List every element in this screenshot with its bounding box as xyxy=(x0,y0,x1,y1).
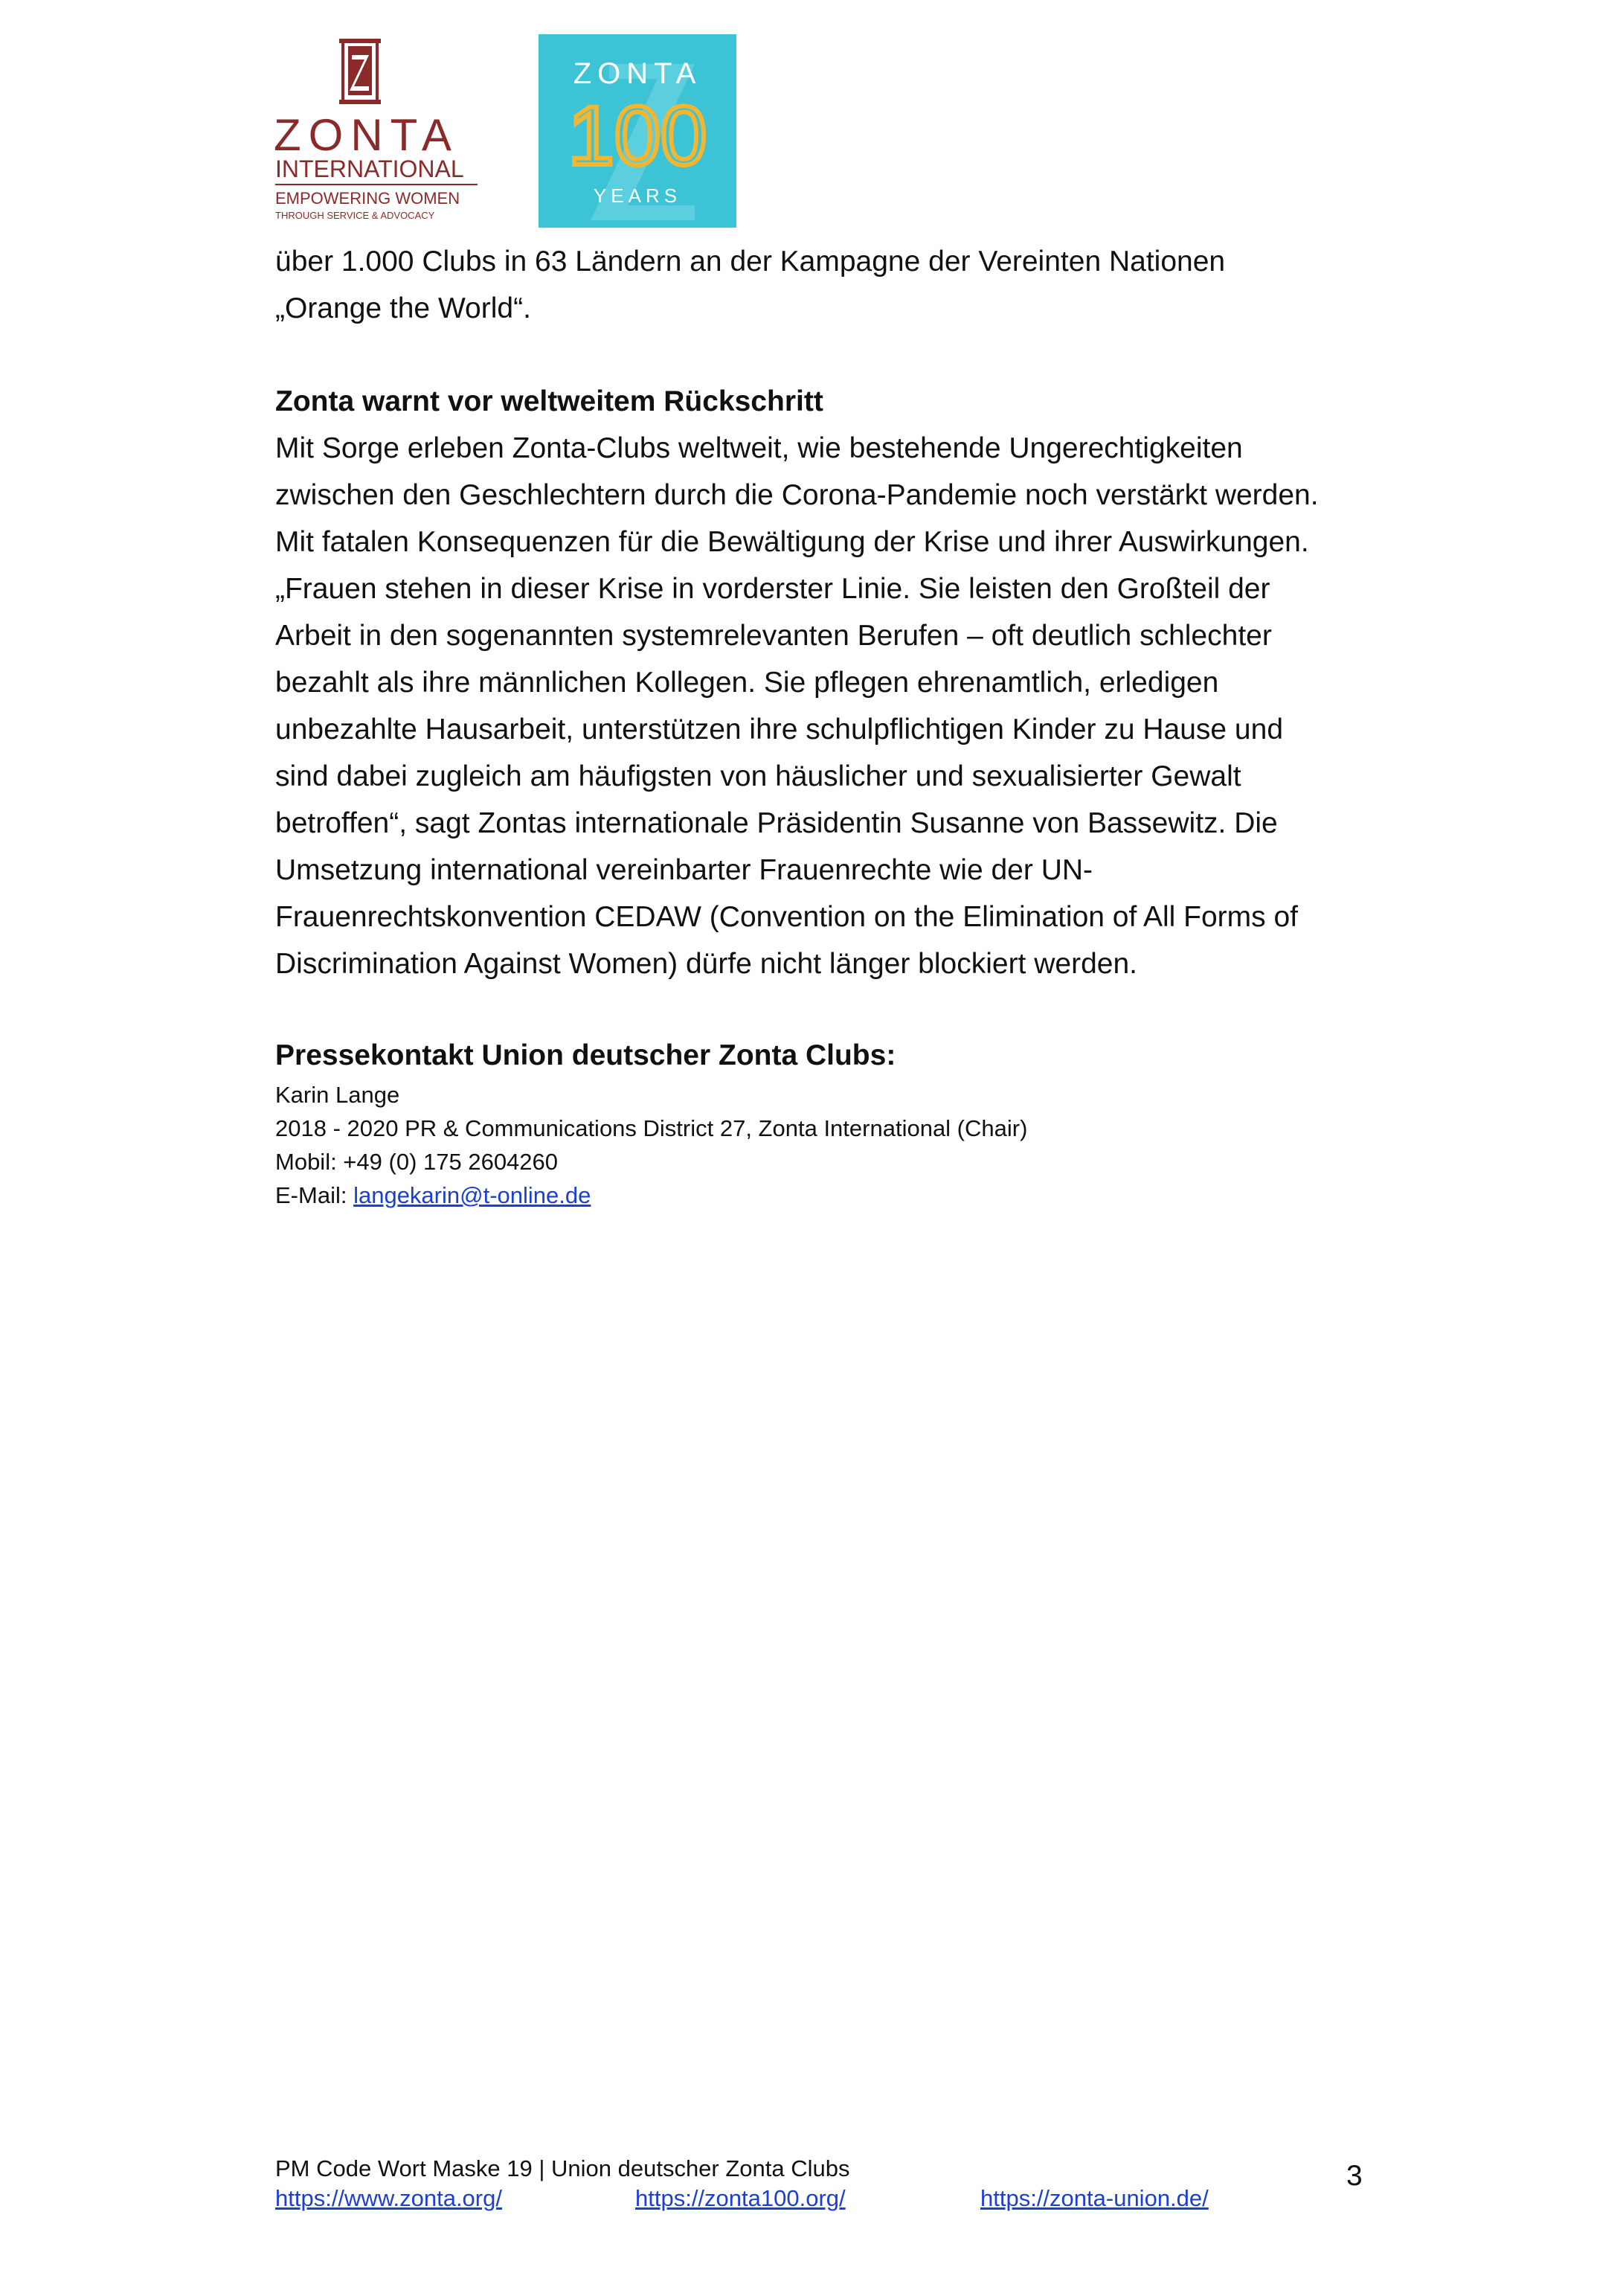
section-line: bezahlt als ihre männlichen Kollegen. Sie pflegen ehrenamtlich, erledigen xyxy=(275,667,1219,699)
section-line: sind dabei zugleich am häufigsten von häuslicher und sexualisierter Gewalt xyxy=(275,760,1241,792)
contact-name: Karin Lange xyxy=(275,1082,400,1108)
zonta-100-bottom-text: YEARS xyxy=(593,185,682,207)
footer-link-zonta-org[interactable]: https://www.zonta.org/ xyxy=(275,2185,502,2211)
section-line: „Frauen stehen in dieser Krise in vorderster Linie. Sie leisten den Großteil der xyxy=(275,573,1270,605)
footer-links xyxy=(275,2184,1391,2215)
contact-mobile: Mobil: +49 (0) 175 2604260 xyxy=(275,1149,559,1175)
email-link[interactable]: langekarin@t-online.de xyxy=(353,1182,591,1208)
zonta-wordmark: ZONTA xyxy=(274,110,459,160)
zonta-100-badge-icon xyxy=(539,34,736,228)
page-number: 3 xyxy=(1346,2160,1363,2192)
zonta-emblem-icon xyxy=(268,39,483,225)
zonta-100-years-logo xyxy=(539,34,736,228)
section-heading: Zonta warnt vor weltweitem Rückschritt xyxy=(275,385,823,417)
page-footer xyxy=(275,2154,1391,2215)
section-line: Discrimination Against Women) dürfe nicht länger blockiert werden. xyxy=(275,948,1137,980)
tagline-text: EMPOWERING WOMEN xyxy=(275,189,460,208)
contact-email-row xyxy=(275,1179,1391,1212)
intro-line-2: „Orange the World“. xyxy=(275,292,531,324)
email-label: E-Mail: xyxy=(275,1182,354,1208)
contact-role: 2018 - 2020 PR & Communications District 27, Zonta International (Chair) xyxy=(275,1115,1028,1141)
zonta-international-logo xyxy=(268,39,483,225)
footer-title: PM Code Wort Maske 19 | Union deutscher Zonta Clubs xyxy=(275,2155,850,2181)
paragraph-spacer xyxy=(275,332,1391,378)
zonta-100-top-text: ZONTA xyxy=(573,57,702,90)
contact-heading: Pressekontakt Union deutscher Zonta Clubs: xyxy=(275,1039,896,1071)
section-line: Mit fatalen Konsequenzen für die Bewältigung der Krise und ihrer Auswirkungen. xyxy=(275,526,1309,558)
section-line: Frauenrechtskonvention CEDAW (Convention on the Elimination of All Forms of xyxy=(275,901,1299,933)
footer-link-zonta100[interactable]: https://zonta100.org/ xyxy=(635,2185,846,2211)
intro-line-1: über 1.000 Clubs in 63 Ländern an der Kampagne der Vereinten Nationen xyxy=(275,246,1226,278)
section-line: betroffen“, sagt Zontas internationale Präsidentin Susanne von Bassewitz. Die xyxy=(275,807,1278,839)
paragraph-spacer xyxy=(275,987,1391,1033)
section-line: unbezahlte Hausarbeit, unterstützen ihre schulpflichtigen Kinder zu Hause und xyxy=(275,714,1284,745)
section-line: zwischen den Geschlechtern durch die Corona-Pandemie noch verstärkt werden. xyxy=(275,479,1319,511)
zonta-100-number-text: 100 xyxy=(568,89,707,182)
international-wordmark: INTERNATIONAL xyxy=(275,155,464,182)
section-line: Arbeit in den sogenannten systemrelevanten Berufen – oft deutlich schlechter xyxy=(275,620,1272,652)
press-release-body xyxy=(275,238,1391,1212)
section-line: Mit Sorge erleben Zonta-Clubs weltweit, wie bestehende Ungerechtigkeiten xyxy=(275,432,1243,464)
tagline2-text: THROUGH SERVICE & ADVOCACY xyxy=(275,210,435,221)
section-line: Umsetzung international vereinbarter Frauenrechte wie der UN- xyxy=(275,854,1093,886)
footer-link-zonta-union[interactable]: https://zonta-union.de/ xyxy=(980,2185,1209,2211)
